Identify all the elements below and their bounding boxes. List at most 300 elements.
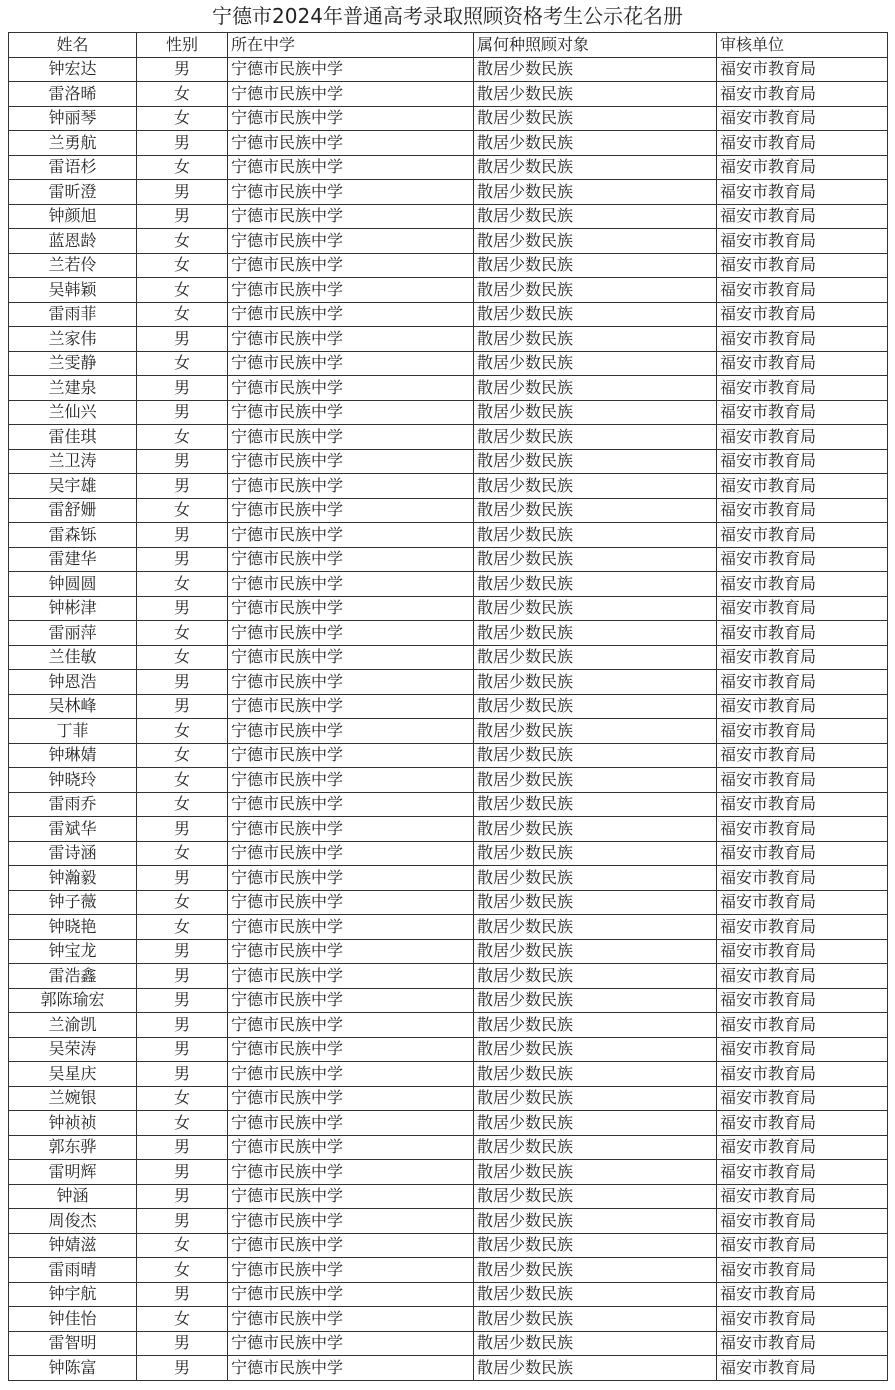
table-row [9, 817, 888, 842]
cell-unit: 福安市教育局 [717, 1233, 888, 1258]
table-row [9, 1160, 888, 1185]
cell-category: 散居少数民族 [474, 670, 717, 695]
cell-name: 雷浩鑫 [9, 964, 137, 989]
cell-unit: 福安市教育局 [717, 204, 888, 229]
cell-gender: 男 [137, 1209, 228, 1234]
cell-school: 宁德市民族中学 [228, 1013, 474, 1038]
table-row [9, 572, 888, 597]
cell-unit: 福安市教育局 [717, 915, 888, 940]
cell-gender: 女 [137, 498, 228, 523]
table-row [9, 425, 888, 450]
table-row [9, 278, 888, 303]
cell-unit: 福安市教育局 [717, 400, 888, 425]
cell-category: 散居少数民族 [474, 498, 717, 523]
cell-category: 散居少数民族 [474, 1282, 717, 1307]
cell-school: 宁德市民族中学 [228, 890, 474, 915]
cell-category: 散居少数民族 [474, 1111, 717, 1136]
cell-gender: 男 [137, 1013, 228, 1038]
cell-name: 钟祯祯 [9, 1111, 137, 1136]
table-row [9, 82, 888, 107]
cell-category: 散居少数民族 [474, 1356, 717, 1381]
table-row [9, 866, 888, 891]
cell-gender: 女 [137, 1258, 228, 1283]
table-row [9, 670, 888, 695]
table-row [9, 1135, 888, 1160]
table-row [9, 621, 888, 646]
cell-unit: 福安市教育局 [717, 425, 888, 450]
cell-category: 散居少数民族 [474, 474, 717, 499]
cell-unit: 福安市教育局 [717, 327, 888, 352]
table-row [9, 1233, 888, 1258]
table-row [9, 939, 888, 964]
cell-gender: 男 [137, 939, 228, 964]
cell-gender: 男 [137, 1184, 228, 1209]
cell-gender: 女 [137, 106, 228, 131]
cell-name: 兰仙兴 [9, 400, 137, 425]
cell-school: 宁德市民族中学 [228, 1111, 474, 1136]
cell-category: 散居少数民族 [474, 719, 717, 744]
cell-gender: 女 [137, 278, 228, 303]
cell-unit: 福安市教育局 [717, 743, 888, 768]
cell-category: 散居少数民族 [474, 131, 717, 156]
table-row [9, 915, 888, 940]
cell-unit: 福安市教育局 [717, 1356, 888, 1381]
cell-school: 宁德市民族中学 [228, 523, 474, 548]
header-gender: 性别 [137, 33, 228, 58]
cell-unit: 福安市教育局 [717, 1037, 888, 1062]
cell-school: 宁德市民族中学 [228, 743, 474, 768]
cell-unit: 福安市教育局 [717, 1258, 888, 1283]
header-name: 姓名 [9, 33, 137, 58]
cell-school: 宁德市民族中学 [228, 645, 474, 670]
cell-unit: 福安市教育局 [717, 1307, 888, 1332]
cell-name: 雷语杉 [9, 155, 137, 180]
cell-unit: 福安市教育局 [717, 302, 888, 327]
cell-category: 散居少数民族 [474, 547, 717, 572]
cell-name: 雷丽萍 [9, 621, 137, 646]
cell-school: 宁德市民族中学 [228, 1135, 474, 1160]
cell-unit: 福安市教育局 [717, 1331, 888, 1356]
cell-unit: 福安市教育局 [717, 57, 888, 82]
cell-category: 散居少数民族 [474, 204, 717, 229]
cell-name: 雷斌华 [9, 817, 137, 842]
cell-gender: 男 [137, 547, 228, 572]
cell-unit: 福安市教育局 [717, 1160, 888, 1185]
table-row [9, 988, 888, 1013]
cell-category: 散居少数民族 [474, 1135, 717, 1160]
cell-school: 宁德市民族中学 [228, 1160, 474, 1185]
cell-category: 散居少数民族 [474, 1062, 717, 1087]
cell-school: 宁德市民族中学 [228, 474, 474, 499]
cell-name: 钟颜旭 [9, 204, 137, 229]
cell-school: 宁德市民族中学 [228, 498, 474, 523]
cell-category: 散居少数民族 [474, 400, 717, 425]
cell-category: 散居少数民族 [474, 1258, 717, 1283]
cell-unit: 福安市教育局 [717, 474, 888, 499]
cell-name: 钟瀚毅 [9, 866, 137, 891]
cell-school: 宁德市民族中学 [228, 866, 474, 891]
cell-name: 兰若伶 [9, 253, 137, 278]
cell-gender: 女 [137, 890, 228, 915]
cell-school: 宁德市民族中学 [228, 131, 474, 156]
cell-gender: 男 [137, 327, 228, 352]
table-row [9, 1331, 888, 1356]
table-row [9, 302, 888, 327]
cell-name: 钟宝龙 [9, 939, 137, 964]
cell-gender: 男 [137, 400, 228, 425]
cell-unit: 福安市教育局 [717, 547, 888, 572]
cell-category: 散居少数民族 [474, 155, 717, 180]
cell-category: 散居少数民族 [474, 1331, 717, 1356]
cell-name: 钟婧滋 [9, 1233, 137, 1258]
cell-school: 宁德市民族中学 [228, 719, 474, 744]
cell-category: 散居少数民族 [474, 572, 717, 597]
table-row [9, 1258, 888, 1283]
cell-name: 钟彬津 [9, 596, 137, 621]
cell-gender: 男 [137, 474, 228, 499]
table-row [9, 204, 888, 229]
cell-category: 散居少数民族 [474, 645, 717, 670]
cell-school: 宁德市民族中学 [228, 572, 474, 597]
table-row [9, 106, 888, 131]
cell-unit: 福安市教育局 [717, 1184, 888, 1209]
table-row [9, 1209, 888, 1234]
cell-unit: 福安市教育局 [717, 229, 888, 254]
cell-category: 散居少数民族 [474, 82, 717, 107]
cell-category: 散居少数民族 [474, 890, 717, 915]
cell-unit: 福安市教育局 [717, 670, 888, 695]
table-row [9, 1111, 888, 1136]
cell-unit: 福安市教育局 [717, 694, 888, 719]
cell-category: 散居少数民族 [474, 523, 717, 548]
table-row [9, 1184, 888, 1209]
cell-school: 宁德市民族中学 [228, 1086, 474, 1111]
cell-school: 宁德市民族中学 [228, 400, 474, 425]
cell-unit: 福安市教育局 [717, 1013, 888, 1038]
cell-category: 散居少数民族 [474, 449, 717, 474]
table-row [9, 474, 888, 499]
cell-unit: 福安市教育局 [717, 1209, 888, 1234]
cell-gender: 男 [137, 1160, 228, 1185]
cell-name: 雷雨乔 [9, 792, 137, 817]
cell-gender: 男 [137, 131, 228, 156]
cell-school: 宁德市民族中学 [228, 939, 474, 964]
cell-gender: 男 [137, 1135, 228, 1160]
cell-unit: 福安市教育局 [717, 719, 888, 744]
cell-unit: 福安市教育局 [717, 890, 888, 915]
cell-gender: 女 [137, 82, 228, 107]
cell-gender: 女 [137, 768, 228, 793]
cell-school: 宁德市民族中学 [228, 1282, 474, 1307]
cell-name: 兰渝凯 [9, 1013, 137, 1038]
cell-name: 钟丽琴 [9, 106, 137, 131]
cell-category: 散居少数民族 [474, 1037, 717, 1062]
table-row [9, 1013, 888, 1038]
cell-category: 散居少数民族 [474, 866, 717, 891]
cell-gender: 女 [137, 719, 228, 744]
cell-name: 兰勇航 [9, 131, 137, 156]
cell-school: 宁德市民族中学 [228, 204, 474, 229]
cell-school: 宁德市民族中学 [228, 1233, 474, 1258]
cell-school: 宁德市民族中学 [228, 964, 474, 989]
cell-gender: 男 [137, 1331, 228, 1356]
cell-name: 雷智明 [9, 1331, 137, 1356]
cell-category: 散居少数民族 [474, 1184, 717, 1209]
cell-unit: 福安市教育局 [717, 278, 888, 303]
cell-school: 宁德市民族中学 [228, 351, 474, 376]
cell-gender: 女 [137, 155, 228, 180]
table-row [9, 57, 888, 82]
cell-unit: 福安市教育局 [717, 523, 888, 548]
table-row [9, 449, 888, 474]
cell-category: 散居少数民族 [474, 694, 717, 719]
cell-category: 散居少数民族 [474, 180, 717, 205]
table-row [9, 180, 888, 205]
cell-category: 散居少数民族 [474, 425, 717, 450]
header-school: 所在中学 [228, 33, 474, 58]
cell-school: 宁德市民族中学 [228, 670, 474, 695]
cell-category: 散居少数民族 [474, 817, 717, 842]
cell-unit: 福安市教育局 [717, 498, 888, 523]
cell-name: 雷雨菲 [9, 302, 137, 327]
cell-school: 宁德市民族中学 [228, 376, 474, 401]
cell-gender: 男 [137, 204, 228, 229]
cell-gender: 男 [137, 596, 228, 621]
cell-name: 钟子薇 [9, 890, 137, 915]
cell-unit: 福安市教育局 [717, 596, 888, 621]
cell-unit: 福安市教育局 [717, 939, 888, 964]
cell-name: 吴荣涛 [9, 1037, 137, 1062]
cell-gender: 女 [137, 915, 228, 940]
cell-category: 散居少数民族 [474, 1233, 717, 1258]
cell-gender: 男 [137, 1037, 228, 1062]
cell-gender: 男 [137, 1356, 228, 1381]
cell-name: 雷诗涵 [9, 841, 137, 866]
cell-school: 宁德市民族中学 [228, 596, 474, 621]
cell-category: 散居少数民族 [474, 621, 717, 646]
cell-category: 散居少数民族 [474, 1086, 717, 1111]
table-row [9, 155, 888, 180]
table-row [9, 351, 888, 376]
cell-unit: 福安市教育局 [717, 768, 888, 793]
cell-unit: 福安市教育局 [717, 131, 888, 156]
cell-unit: 福安市教育局 [717, 866, 888, 891]
cell-gender: 女 [137, 253, 228, 278]
cell-school: 宁德市民族中学 [228, 1037, 474, 1062]
cell-name: 蓝恩龄 [9, 229, 137, 254]
cell-unit: 福安市教育局 [717, 1282, 888, 1307]
cell-name: 兰建泉 [9, 376, 137, 401]
cell-category: 散居少数民族 [474, 841, 717, 866]
cell-unit: 福安市教育局 [717, 351, 888, 376]
cell-gender: 男 [137, 449, 228, 474]
cell-gender: 女 [137, 792, 228, 817]
cell-category: 散居少数民族 [474, 768, 717, 793]
table-row [9, 1356, 888, 1381]
cell-name: 钟琳婧 [9, 743, 137, 768]
cell-school: 宁德市民族中学 [228, 253, 474, 278]
cell-gender: 女 [137, 743, 228, 768]
header-unit: 审核单位 [717, 33, 888, 58]
roster-table [8, 32, 888, 1381]
cell-category: 散居少数民族 [474, 792, 717, 817]
cell-name: 钟涵 [9, 1184, 137, 1209]
cell-unit: 福安市教育局 [717, 82, 888, 107]
cell-name: 雷洛晞 [9, 82, 137, 107]
cell-gender: 男 [137, 866, 228, 891]
cell-unit: 福安市教育局 [717, 964, 888, 989]
table-row [9, 523, 888, 548]
cell-name: 雷明辉 [9, 1160, 137, 1185]
cell-school: 宁德市民族中学 [228, 792, 474, 817]
cell-unit: 福安市教育局 [717, 253, 888, 278]
cell-category: 散居少数民族 [474, 1307, 717, 1332]
cell-category: 散居少数民族 [474, 376, 717, 401]
cell-name: 钟陈富 [9, 1356, 137, 1381]
cell-category: 散居少数民族 [474, 915, 717, 940]
cell-name: 兰卫涛 [9, 449, 137, 474]
table-row [9, 400, 888, 425]
cell-unit: 福安市教育局 [717, 792, 888, 817]
cell-school: 宁德市民族中学 [228, 1209, 474, 1234]
cell-name: 钟宏达 [9, 57, 137, 82]
cell-name: 钟佳怡 [9, 1307, 137, 1332]
table-row [9, 768, 888, 793]
table-row [9, 1307, 888, 1332]
cell-school: 宁德市民族中学 [228, 1307, 474, 1332]
cell-school: 宁德市民族中学 [228, 1184, 474, 1209]
table-row [9, 498, 888, 523]
cell-school: 宁德市民族中学 [228, 106, 474, 131]
cell-school: 宁德市民族中学 [228, 180, 474, 205]
cell-gender: 女 [137, 621, 228, 646]
cell-unit: 福安市教育局 [717, 1086, 888, 1111]
cell-school: 宁德市民族中学 [228, 547, 474, 572]
cell-name: 钟恩浩 [9, 670, 137, 695]
cell-gender: 女 [137, 645, 228, 670]
cell-name: 雷森铄 [9, 523, 137, 548]
cell-school: 宁德市民族中学 [228, 229, 474, 254]
cell-category: 散居少数民族 [474, 351, 717, 376]
cell-gender: 女 [137, 1307, 228, 1332]
cell-unit: 福安市教育局 [717, 106, 888, 131]
table-row [9, 327, 888, 352]
cell-unit: 福安市教育局 [717, 988, 888, 1013]
cell-category: 散居少数民族 [474, 988, 717, 1013]
cell-gender: 女 [137, 351, 228, 376]
cell-gender: 男 [137, 1062, 228, 1087]
cell-school: 宁德市民族中学 [228, 1062, 474, 1087]
cell-school: 宁德市民族中学 [228, 278, 474, 303]
cell-school: 宁德市民族中学 [228, 1356, 474, 1381]
cell-school: 宁德市民族中学 [228, 449, 474, 474]
cell-gender: 男 [137, 376, 228, 401]
table-row [9, 964, 888, 989]
cell-category: 散居少数民族 [474, 302, 717, 327]
table-row [9, 792, 888, 817]
cell-name: 钟晓玲 [9, 768, 137, 793]
cell-name: 钟圆圆 [9, 572, 137, 597]
cell-gender: 女 [137, 229, 228, 254]
cell-name: 雷佳琪 [9, 425, 137, 450]
table-row [9, 1282, 888, 1307]
cell-category: 散居少数民族 [474, 1013, 717, 1038]
cell-unit: 福安市教育局 [717, 621, 888, 646]
cell-gender: 男 [137, 817, 228, 842]
cell-gender: 男 [137, 988, 228, 1013]
table-row [9, 596, 888, 621]
cell-gender: 女 [137, 1233, 228, 1258]
cell-gender: 男 [137, 57, 228, 82]
cell-unit: 福安市教育局 [717, 180, 888, 205]
cell-unit: 福安市教育局 [717, 645, 888, 670]
cell-school: 宁德市民族中学 [228, 57, 474, 82]
table-row [9, 376, 888, 401]
cell-school: 宁德市民族中学 [228, 155, 474, 180]
table-row [9, 1086, 888, 1111]
cell-name: 郭陈瑜宏 [9, 988, 137, 1013]
cell-category: 散居少数民族 [474, 1160, 717, 1185]
document-title: 宁德市2024年普通高考录取照顾资格考生公示花名册 [212, 4, 683, 28]
cell-school: 宁德市民族中学 [228, 1331, 474, 1356]
cell-school: 宁德市民族中学 [228, 841, 474, 866]
cell-school: 宁德市民族中学 [228, 302, 474, 327]
cell-gender: 男 [137, 523, 228, 548]
cell-unit: 福安市教育局 [717, 817, 888, 842]
table-row [9, 547, 888, 572]
table-row [9, 645, 888, 670]
table-row [9, 719, 888, 744]
cell-category: 散居少数民族 [474, 596, 717, 621]
table-header [9, 33, 888, 58]
cell-name: 兰家伟 [9, 327, 137, 352]
cell-category: 散居少数民族 [474, 939, 717, 964]
cell-name: 吴宇雄 [9, 474, 137, 499]
cell-gender: 女 [137, 425, 228, 450]
cell-school: 宁德市民族中学 [228, 1258, 474, 1283]
cell-name: 兰婉银 [9, 1086, 137, 1111]
table-row [9, 229, 888, 254]
cell-name: 周俊杰 [9, 1209, 137, 1234]
cell-category: 散居少数民族 [474, 1209, 717, 1234]
table-row [9, 694, 888, 719]
table-row [9, 890, 888, 915]
cell-category: 散居少数民族 [474, 327, 717, 352]
cell-gender: 男 [137, 694, 228, 719]
cell-unit: 福安市教育局 [717, 1111, 888, 1136]
cell-category: 散居少数民族 [474, 964, 717, 989]
cell-name: 兰雯静 [9, 351, 137, 376]
table-row [9, 841, 888, 866]
cell-gender: 女 [137, 841, 228, 866]
cell-name: 钟晓艳 [9, 915, 137, 940]
table-row [9, 743, 888, 768]
table-row [9, 131, 888, 156]
table-row [9, 253, 888, 278]
cell-school: 宁德市民族中学 [228, 694, 474, 719]
cell-school: 宁德市民族中学 [228, 327, 474, 352]
cell-gender: 女 [137, 1086, 228, 1111]
table-body [9, 57, 888, 1380]
header-row [9, 33, 888, 58]
cell-gender: 女 [137, 1111, 228, 1136]
cell-name: 丁菲 [9, 719, 137, 744]
cell-unit: 福安市教育局 [717, 841, 888, 866]
cell-name: 吴林峰 [9, 694, 137, 719]
cell-name: 吴星庆 [9, 1062, 137, 1087]
table-row [9, 1037, 888, 1062]
cell-name: 兰佳敏 [9, 645, 137, 670]
